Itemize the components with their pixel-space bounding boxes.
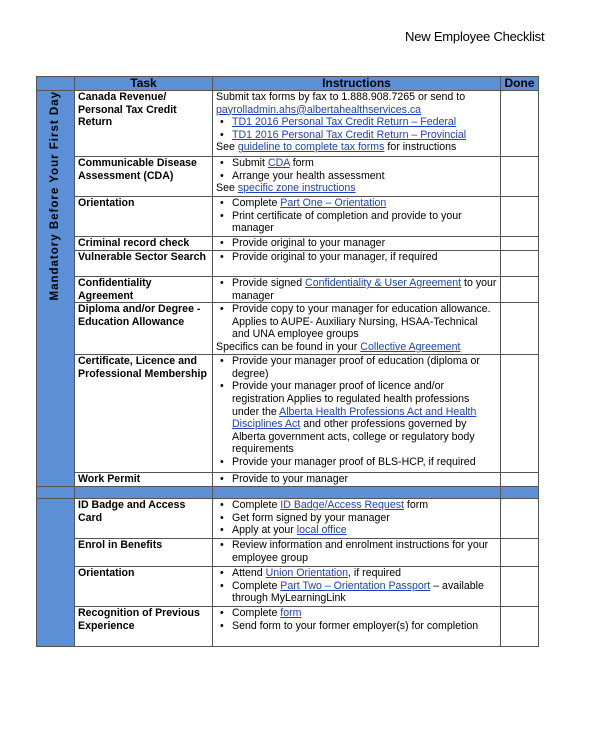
table-row	[37, 607, 539, 647]
task-cell: Diploma and/or Degree -Education Allowance	[75, 303, 213, 355]
section-label-mandatory: Mandatory Before Your First Day	[37, 91, 75, 487]
checklist-table	[36, 76, 539, 647]
task-cell: Criminal record check	[75, 237, 213, 251]
header-task: Task	[75, 77, 213, 91]
done-checkbox-cell[interactable]	[501, 197, 539, 237]
tax-guideline-link[interactable]: guideline to complete tax forms	[237, 141, 385, 154]
table-row	[37, 157, 539, 197]
table-row	[37, 237, 539, 251]
table-row	[37, 355, 539, 473]
header-done: Done	[501, 77, 539, 91]
instructions-cell: • Provide original to your manager	[213, 237, 501, 251]
union-orientation-link[interactable]: Union Orientation	[265, 567, 349, 580]
table-row	[37, 277, 539, 303]
cda-link[interactable]: CDA	[267, 157, 290, 169]
instructions-cell: • Submit CDA form • Arrange your health assessment See specific zone instructions	[213, 157, 501, 197]
table-row	[37, 499, 539, 539]
done-checkbox-cell[interactable]	[501, 303, 539, 355]
task-cell: Canada Revenue/ Personal Tax Credit Return	[75, 91, 213, 157]
orientation-passport-link[interactable]: Part Two – Orientation Passport	[280, 579, 431, 592]
done-checkbox-cell[interactable]	[501, 567, 539, 607]
page-title: New Employee Checklist	[405, 29, 545, 44]
header-corner	[37, 77, 75, 91]
instructions-cell: • Provide your manager proof of education (diploma or degree) • Provide your manager proof of licence and/or registration Applies to regulated health professions under the Alberta Health Professions Act and Health Disciplines Act and other professions governed by Alberta government acts, college or regulatory body requirements • Provide your manager proof of BLS-HCP, if required	[213, 355, 501, 473]
instructions-cell: • Provide signed Confidentiality & User Agreement to your manager	[213, 277, 501, 303]
task-cell: Orientation	[75, 197, 213, 237]
td1-provincial-link[interactable]: TD1 2016 Personal Tax Credit Return – Provincial	[232, 128, 467, 141]
table-row	[37, 251, 539, 277]
zone-instructions-link[interactable]: specific zone instructions	[237, 182, 356, 195]
task-cell: Orientation	[75, 567, 213, 607]
done-checkbox-cell[interactable]	[501, 251, 539, 277]
header-instructions: Instructions	[213, 77, 501, 91]
table-row	[37, 91, 539, 157]
done-checkbox-cell[interactable]	[501, 91, 539, 157]
email-link[interactable]: payrolladmin.ahs@albertahealthservices.ca	[216, 103, 422, 116]
table-row	[37, 197, 539, 237]
task-cell: Enrol in Benefits	[75, 539, 213, 567]
instructions-cell: • Review information and enrolment instructions for your employee group	[213, 539, 501, 567]
table-row	[37, 567, 539, 607]
id-badge-request-link[interactable]: ID Badge/Access Request	[280, 499, 404, 512]
collective-agreement-link[interactable]: Collective Agreement	[360, 340, 461, 353]
task-cell: Certificate, Licence and Professional Membership	[75, 355, 213, 473]
header-row	[37, 77, 539, 91]
done-checkbox-cell[interactable]	[501, 539, 539, 567]
task-cell: Communicable Disease Assessment (CDA)	[75, 157, 213, 197]
task-cell: Recognition of Previous Experience	[75, 607, 213, 647]
done-checkbox-cell[interactable]	[501, 237, 539, 251]
td1-federal-link[interactable]: TD1 2016 Personal Tax Credit Return – Federal	[232, 116, 457, 129]
done-checkbox-cell[interactable]	[501, 277, 539, 303]
instructions-cell: • Complete ID Badge/Access Request form • Get form signed by your manager • Apply at your local office	[213, 499, 501, 539]
section-separator	[37, 487, 539, 499]
done-checkbox-cell[interactable]	[501, 473, 539, 487]
table-row	[37, 473, 539, 487]
health-professions-act-link[interactable]: Alberta Health Professions Act and Health Disciplines Act	[232, 405, 477, 431]
done-checkbox-cell[interactable]	[501, 355, 539, 473]
done-checkbox-cell[interactable]	[501, 157, 539, 197]
task-cell: Work Permit	[75, 473, 213, 487]
done-checkbox-cell[interactable]	[501, 607, 539, 647]
recognition-form-link[interactable]: form	[280, 607, 302, 620]
instructions-cell: • Complete Part One – Orientation • Print certificate of completion and provide to your manager	[213, 197, 501, 237]
instructions-cell: • Provide copy to your manager for education allowance. Applies to AUPE- Auxiliary Nursing, HSAA-Technical and UNA employee groups Specifics can be found in your Collective Agreement	[213, 303, 501, 355]
table-row	[37, 539, 539, 567]
table-row	[37, 303, 539, 355]
instructions-cell: • Provide original to your manager, if required	[213, 251, 501, 277]
instructions-cell: • Provide to your manager	[213, 473, 501, 487]
done-checkbox-cell[interactable]	[501, 499, 539, 539]
part-one-orientation-link[interactable]: Part One – Orientation	[280, 197, 387, 209]
section-label-second	[37, 499, 75, 647]
task-cell: Vulnerable Sector Search	[75, 251, 213, 277]
instructions-cell: • Complete form • Send form to your former employer(s) for completion	[213, 607, 501, 647]
task-cell: Confidentiality Agreement	[75, 277, 213, 303]
task-cell: ID Badge and Access Card	[75, 499, 213, 539]
instructions-cell: Submit tax forms by fax to 1.888.908.7265 or send to payrolladmin.ahs@albertahealthservices.ca • TD1 2016 Personal Tax Credit Return – Federal • TD1 2016 Personal Tax Credit Return – Provincial See guideline to complete tax forms for instructions	[213, 91, 501, 157]
instructions-cell: • Attend Union Orientation, if required • Complete Part Two – Orientation Passport – available through MyLearningLink	[213, 567, 501, 607]
confidentiality-agreement-link[interactable]: Confidentiality & User Agreement	[305, 277, 462, 289]
local-office-link[interactable]: local office	[296, 524, 347, 537]
